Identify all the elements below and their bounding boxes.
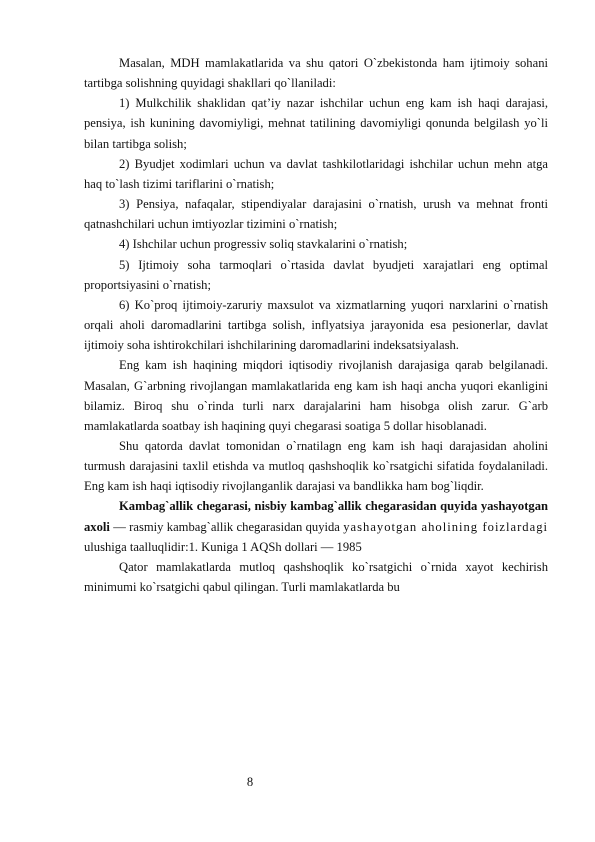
definition-spaced-text: yashayotgan aholining foizlardagi <box>343 519 548 534</box>
list-item-6: 6) Ko`proq ijtimoiy-zaruriy maxsulot va xizmatlarning yuqori narxlarini o`rnatish orqali aholi daromadlarini tartibga solish, inflyatsiya jarayonida esa pesionerlar, davlat ijtimoiy soha ishtirokchilari ishchilarining daromadlarini indeksatsiyalash. <box>84 297 548 353</box>
page-number: 8 <box>246 775 254 789</box>
list-item-5: 5) Ijtimoiy soha tarmoqlari o`rtasida davlat byudjeti xarajatlari eng optimal proportsiyasini o`rnatish; <box>84 257 548 292</box>
paragraph-definition <box>84 496 548 556</box>
paragraph-intro: Masalan, MDH mamlakatlarida va shu qatori O`zbekistonda ham ijtimoiy sohani tartibga solishning quyidagi shakllari qo`llaniladi: <box>84 56 548 91</box>
definition-rest: ulushiga taalluqlidir:1. Kuniga 1 AQSh dollari — 1985 <box>84 539 362 554</box>
list-item-2: 2) Byudjet xodimlari uchun va davlat tashkilotlaridagi ishchilar uchun mehn atga haq to`lash tizimi tariflarini o`rnatish; <box>84 156 548 191</box>
paragraph-poverty-indicator: Shu qatorda davlat tomonidan o`rnatilagn eng kam ish haqi darajasidan aholini turmush darajasini taxlil etishda va mutloq qashshoqlik ko`rsatgichi sifatida foydalaniladi. Eng kam ish haqi iqtisodiy rivojlanganlik darajasi va bandlikka ham bog`liqdir. <box>84 438 548 494</box>
paragraph-minimum-wage: Eng kam ish haqining miqdori iqtisodiy rivojlanish darajasiga qarab belgilanadi. Masalan, G`arbning rivojlangan mamlakatlarida eng kam ish haqi ancha yuqori ekanligini bilamiz. Biroq shu o`rinda turli narx darajalarini ham hisobga olish zarur. G`arb mamlakatlarda soatbay ish haqining quyi chegarasi soatiga 5 dollar hisoblanadi. <box>84 358 548 433</box>
paragraph-last: Qator mamlakatlarda mutloq qashshoqlik ko`rsatgichi o`rnida xayot kechirish minimumi ko`rsatgichi qabul qilingan. Turli mamlakatlarda bu <box>84 559 548 595</box>
list-item-4: 4) Ishchilar uchun progressiv soliq stavkalarini o`rnatish; <box>119 237 408 252</box>
list-item-1: 1) Mulkchilik shaklidan qat’iy nazar ishchilar uchun eng kam ish haqi darajasi, pensiya, ish kunining davomiyligi, mehnat tatilining davomiyligi qonunda belgilash yo`li bilan tartibga solish; <box>84 96 548 151</box>
definition-dash: — rasmiy kambag`allik chegarasidan quyida <box>109 519 344 534</box>
document-body <box>84 53 548 597</box>
list-item-3: 3) Pensiya, nafaqalar, stipendiyalar darajasini o`rnatish, urush va mehnat fronti qatnashchilari uchun imtiyozlar tizimini o`rnatish; <box>84 197 548 232</box>
definition-term: Kambag`allik chegarasi, nisbiy kambag`allik chegarasidan quyida yashayotgan axoli <box>84 499 548 534</box>
